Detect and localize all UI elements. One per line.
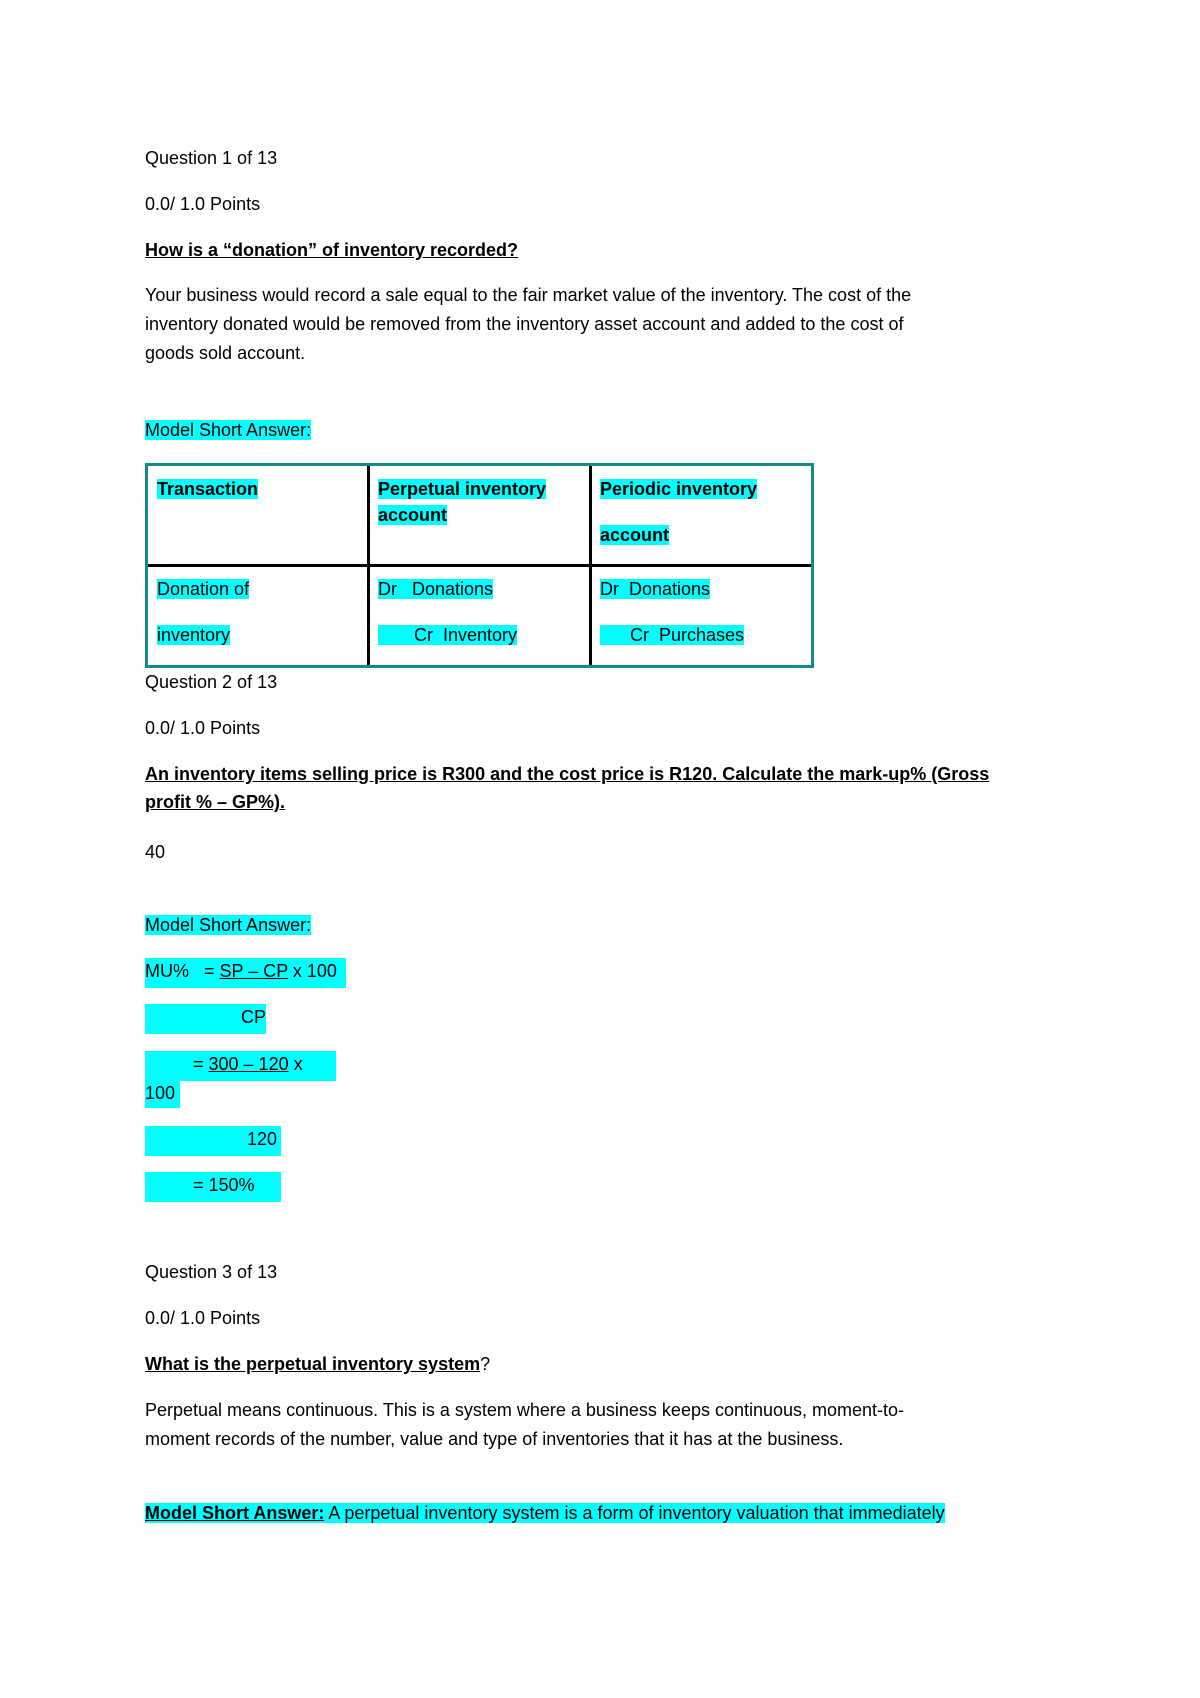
q2-model-label: Model Short Answer: xyxy=(145,915,312,935)
calc-line3: = 300 – 120 x xyxy=(193,1054,303,1074)
q3-answer-line1: Perpetual means continuous. This is a system where a business keeps continuous, moment-to- xyxy=(145,1400,905,1420)
calc-line5: = 150% xyxy=(193,1175,255,1195)
q2-header: Question 2 of 13 xyxy=(145,672,278,692)
table-header-periodic-line2: account xyxy=(600,525,670,545)
q3-header: Question 3 of 13 xyxy=(145,1262,278,1282)
table-header-periodic: Periodic inventory xyxy=(600,479,758,499)
q2-question-line2: profit % – GP%). xyxy=(145,792,286,812)
q1-model-label xyxy=(145,420,311,441)
q2-points: 0.0/ 1.0 Points xyxy=(145,718,261,738)
q1-model-label-text: Model Short Answer: xyxy=(145,420,312,440)
q1-header: Question 1 of 13 xyxy=(145,148,278,168)
table-cell-perpetual-cr: Cr Inventory xyxy=(378,622,517,648)
calc-line1: MU% = SP – CP x 100 xyxy=(145,961,337,981)
q2-answer: 40 xyxy=(145,842,166,862)
table-cell-periodic-cr: Cr Purchases xyxy=(600,622,744,648)
q1-answer-line1: Your business would record a sale equal to the fair market value of the inventory. The cost of the xyxy=(145,285,912,305)
table-header-transaction: Transaction xyxy=(157,479,259,499)
q1-answer-line3: goods sold account. xyxy=(145,343,306,363)
table-cell-transaction: Donation of xyxy=(157,579,250,599)
q3-model-answer: Model Short Answer: A perpetual inventory system is a form of inventory valuation that immediately xyxy=(145,1503,945,1523)
table-cell-transaction-line2: inventory xyxy=(157,625,231,645)
q3-points: 0.0/ 1.0 Points xyxy=(145,1308,261,1328)
q1-question: How is a “donation” of inventory recorded? xyxy=(145,240,519,260)
q1-points: 0.0/ 1.0 Points xyxy=(145,194,261,214)
table-header-perpetual: Perpetual inventory account xyxy=(378,479,547,525)
table-cell-periodic-dr: Dr Donations xyxy=(600,579,711,599)
calc-line3b: 100 xyxy=(145,1083,176,1103)
q1-answer-table xyxy=(145,463,814,668)
q2-question-line1: An inventory items selling price is R300 and the cost price is R120. Calculate the mark-up% (Gross xyxy=(145,764,990,784)
q1-answer-line2: inventory donated would be removed from the inventory asset account and added to the cost of xyxy=(145,314,904,334)
q3-answer-line2: moment records of the number, value and type of inventories that it has at the business. xyxy=(145,1429,844,1449)
table-cell-perpetual-dr: Dr Donations xyxy=(378,579,494,599)
table-row-divider xyxy=(148,564,811,567)
calc-line4: 120 xyxy=(247,1129,278,1149)
q3-question: What is the perpetual inventory system? xyxy=(145,1354,491,1374)
calc-line2: CP xyxy=(241,1007,267,1027)
